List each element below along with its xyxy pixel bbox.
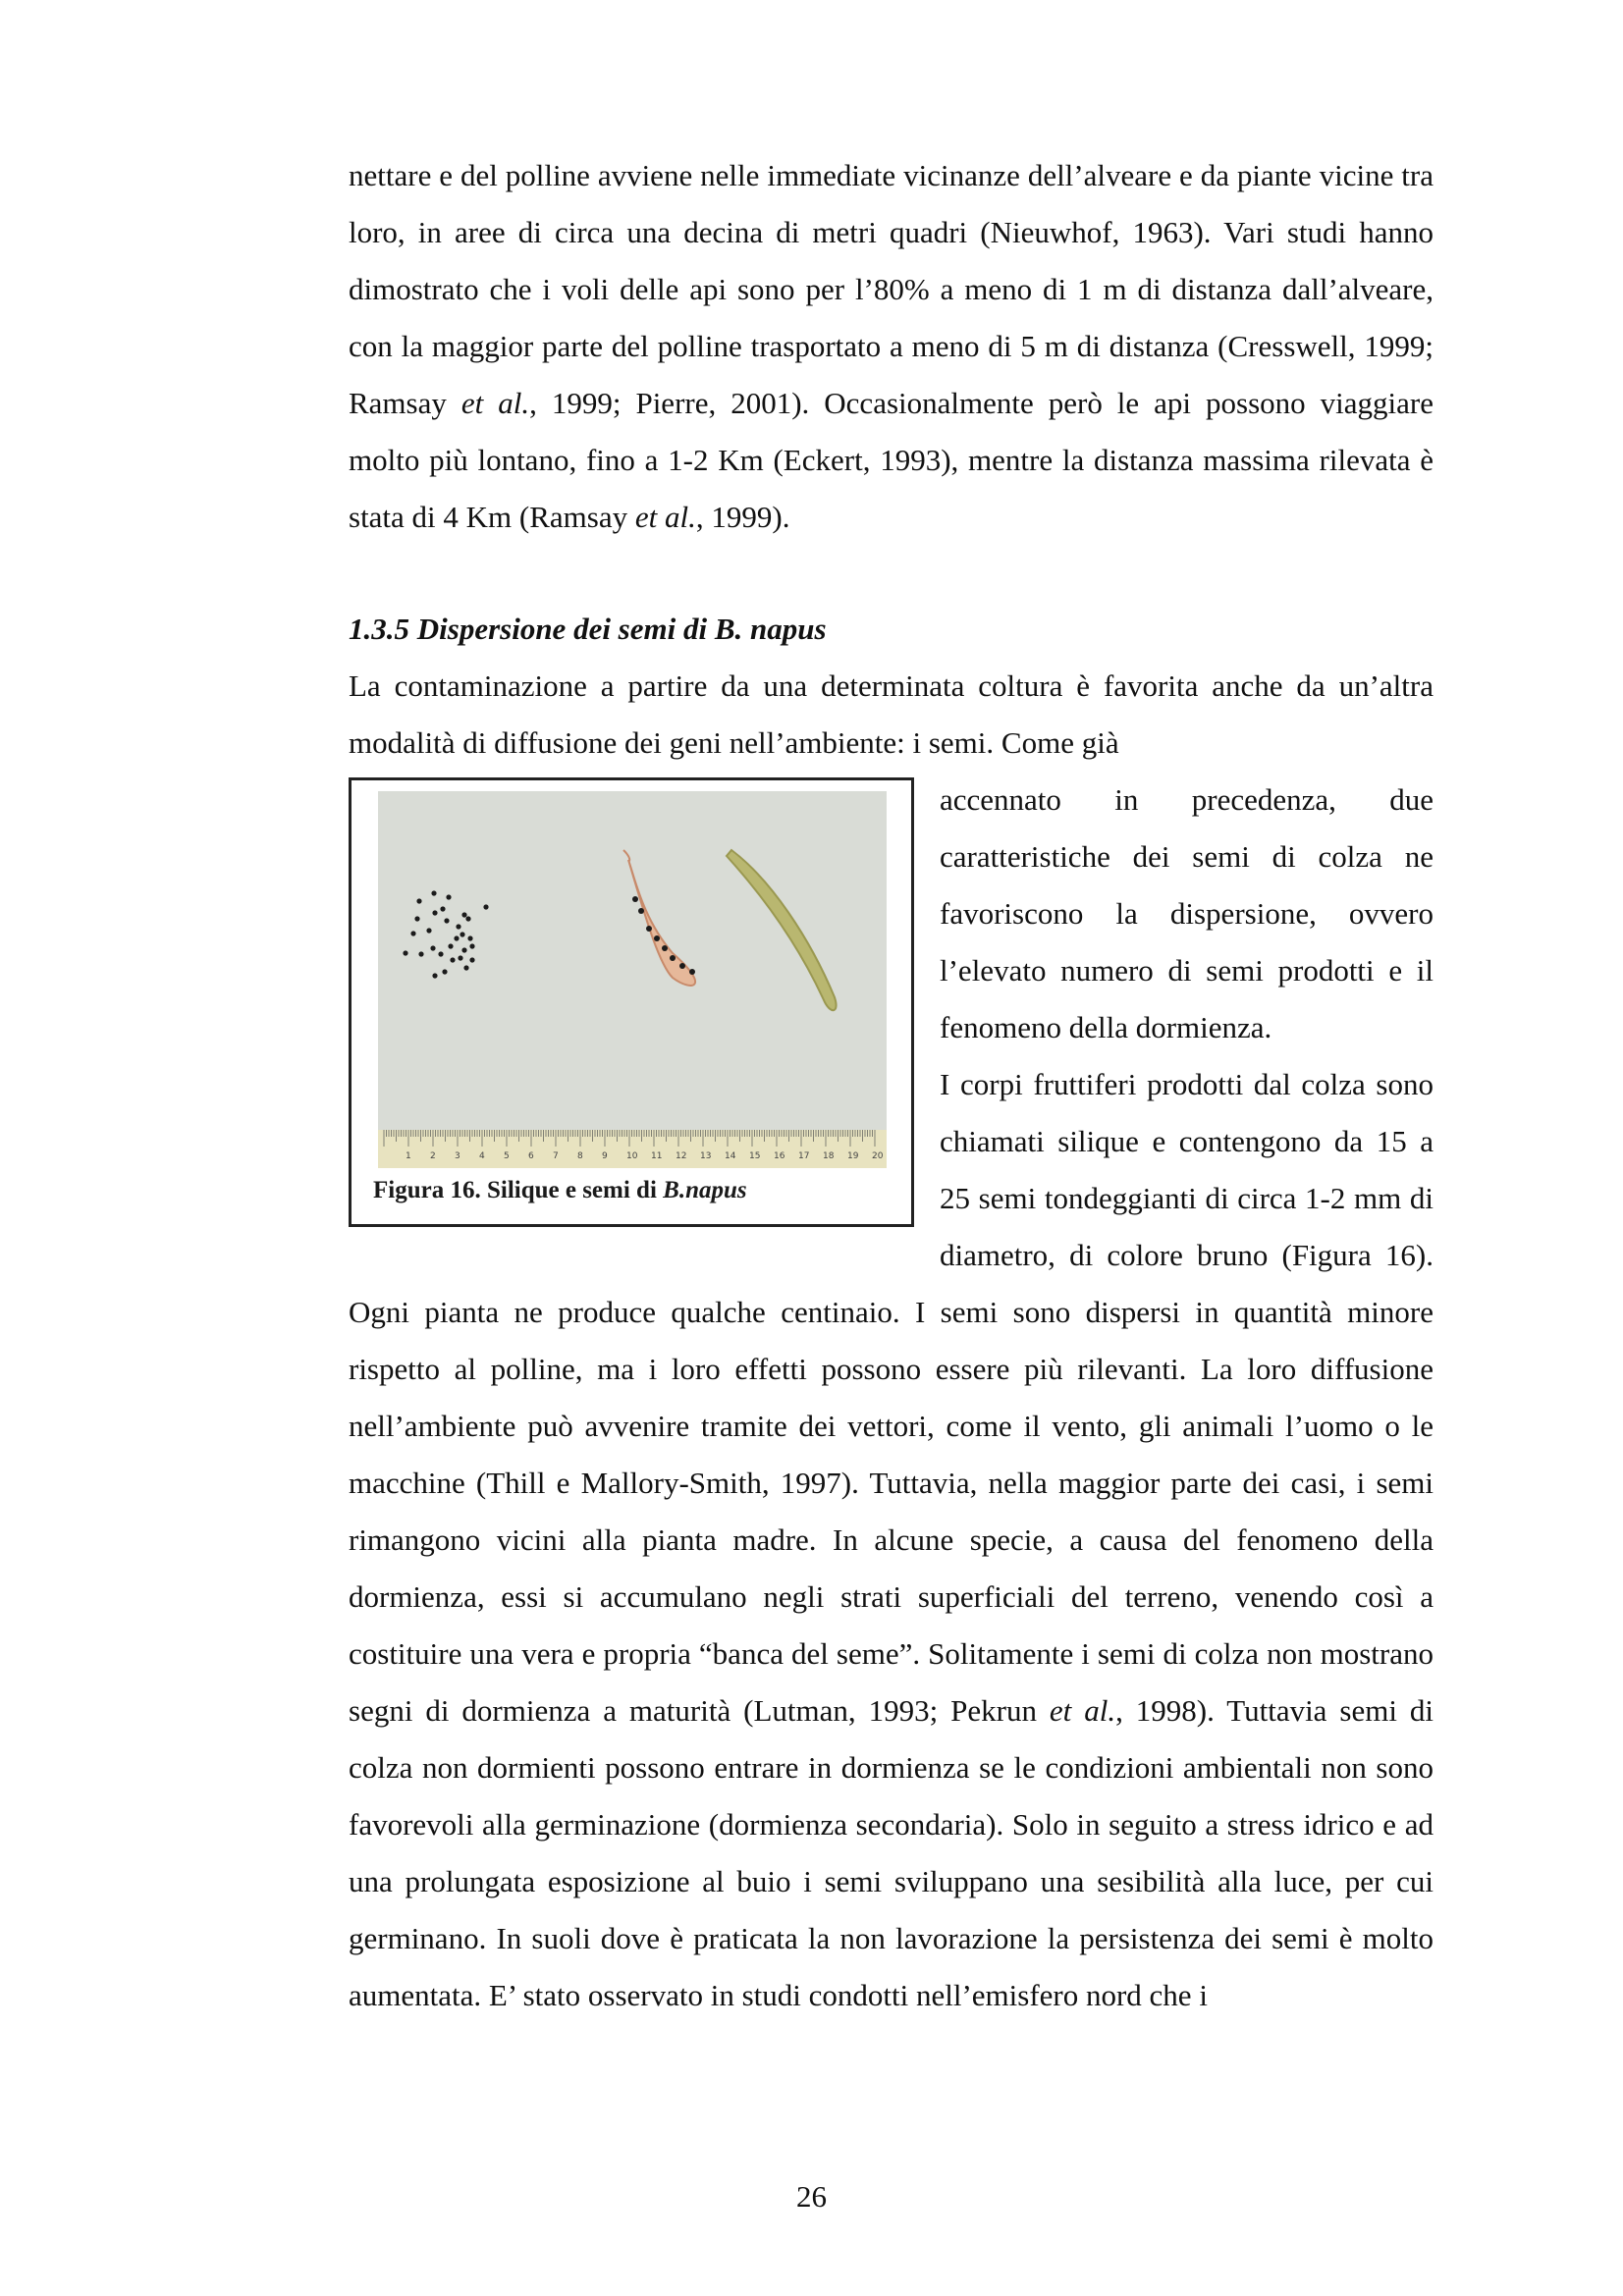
intro-line-a: La contaminazione a partire da una determinata coltura è favorita anche da un’altra modalità di diffusione dei geni nell’ambiente: i semi. Come già — [349, 668, 1434, 760]
pod-seed — [632, 896, 638, 902]
seed-dot — [414, 916, 419, 921]
citation-italic: et al. — [634, 500, 696, 534]
ruler-label: 5 — [504, 1151, 510, 1161]
ruler — [378, 1130, 887, 1168]
ruler-label: 3 — [455, 1151, 460, 1161]
silique-seeds-photo — [378, 791, 887, 1168]
text-run: , 1998). Tuttavia semi di colza non dormienti possono entrare in dormienza se le condizioni ambientali non sono favorevoli alla germinazione (dormienza secondaria). Solo in seguito a stress idrico e ad una prolungata esposizione al buio i semi sviluppano una sesibilità alla luce, per cui germinano. In suoli dove è praticata la non lavorazione la persistenza dei semi è molto aumentata. E’ stato osservato in studi condotti nell’emisfero nord che i — [349, 1693, 1434, 2012]
ruler-label: 6 — [528, 1151, 534, 1161]
seed-dot — [418, 951, 423, 956]
ruler-label: 16 — [774, 1151, 785, 1161]
text-run: , 1999; Pierre, 2001). Occasionalmente però le api possono viaggiare molto più lontano, fino a 1-2 Km (Eckert, 1993), mentre la distanza massima rilevata è stata di 4 Km (Ramsay — [349, 386, 1434, 534]
seed-dot — [465, 916, 470, 921]
pod-seed — [654, 935, 660, 941]
seed-dot — [444, 918, 449, 923]
seed-dot — [426, 928, 431, 933]
seed-dot — [456, 924, 460, 929]
pod-seed — [638, 908, 644, 914]
seed-dot — [432, 973, 437, 978]
seed-dot — [450, 957, 455, 962]
ruler-label: 19 — [847, 1151, 859, 1161]
seed-dot — [430, 945, 435, 950]
ruler-label: 13 — [700, 1151, 712, 1161]
pod-seed — [679, 963, 685, 969]
seed-dot — [446, 894, 451, 899]
text-run: nettare e del polline avviene nelle immediate vicinanze dell’alveare e da piante vicine tra loro, in aree di circa una decina di metri quadri (Nieuwhof, 1963). Vari studi hanno dimostrato che i voli delle api sono per l’80% a meno di 1 m di distanza dall’alveare, con la maggior parte del polline trasportato a meno di 5 m di distanza (Cresswell, 1999; Ramsay — [349, 158, 1434, 420]
ruler-ticks — [384, 1130, 875, 1147]
seed-dot — [431, 890, 436, 895]
ruler-label: 18 — [823, 1151, 835, 1161]
seed-dot — [438, 951, 443, 956]
seed-dot — [458, 955, 462, 960]
pod-seed — [646, 926, 652, 932]
pod-seed — [689, 969, 695, 975]
paragraph-pollen-distance — [349, 147, 1434, 546]
ruler-label: 17 — [798, 1151, 810, 1161]
seed-dot — [442, 969, 447, 974]
seed-dot — [467, 935, 472, 940]
ruler-label: 12 — [676, 1151, 687, 1161]
caption-text: Figura 16. Silique e semi di — [373, 1177, 664, 1203]
intro-line-b: accennato in precedenza, due caratteristiche dei semi di colza ne favoriscono la dispersione, ovvero l’elevato numero di semi prodotti e il fenomeno della dormienza. — [940, 782, 1434, 1044]
seed-dot — [440, 906, 445, 911]
seed-dot — [460, 932, 464, 936]
seed-dot — [403, 950, 407, 955]
seed-dot — [461, 912, 466, 917]
seed-dot — [463, 965, 468, 970]
ruler-label: 2 — [430, 1151, 436, 1161]
ruler-label: 7 — [553, 1151, 559, 1161]
text-run: I corpi fruttiferi prodotti dal colza sono chiamati silique e contengono da 15 a 25 semi tondeggianti di circa 1-2 mm di diametro, di colore bruno (Figura 16). Ogni pianta ne produce qualche centinaio. I semi sono dispersi in quantità minore rispetto al polline, ma i loro effetti possono essere più rilevanti. La loro diffusione nell’ambiente può avvenire tramite dei vettori, come il vento, gli animali l’uomo o le macchine (Thill e Mallory-Smith, 1997). Tuttavia, nella maggior parte dei casi, i semi rimangono vicini alla pianta madre. In alcune specie, a causa del fenomeno della dormienza, essi si accumulano negli strati superficiali del terreno, venendo così a costituire una vera e propria “banca del seme”. Solitamente i semi di colza non mostrano segni di dormienza a maturità (Lutman, 1993; Pekrun — [349, 1067, 1434, 1728]
seed-dot — [461, 947, 466, 952]
text-run: , 1999). — [695, 500, 790, 534]
ruler-label: 11 — [651, 1151, 663, 1161]
ruler-label: 15 — [749, 1151, 761, 1161]
figure-photo — [378, 791, 887, 1168]
seed-dot — [416, 898, 421, 903]
ruler-label: 4 — [479, 1151, 485, 1161]
seed-dot — [448, 943, 453, 948]
citation-italic: et al. — [460, 386, 530, 420]
page-number: 26 — [796, 2179, 827, 2214]
seed-dot — [410, 931, 415, 935]
seed-dot — [469, 957, 474, 962]
section-heading: 1.3.5 Dispersione dei semi di B. napus — [349, 612, 827, 646]
ruler-label: 9 — [602, 1151, 608, 1161]
figure-caption — [373, 1177, 747, 1204]
ruler-label: 14 — [725, 1151, 736, 1161]
pod-seed — [670, 955, 676, 961]
seed-dot — [454, 935, 459, 940]
caption-species: B.napus — [663, 1177, 747, 1203]
citation-italic: et al. — [1049, 1693, 1116, 1728]
section-body — [349, 658, 1434, 2024]
seed-dot — [469, 943, 474, 948]
seed-dot — [432, 910, 437, 915]
page-content — [349, 147, 1434, 2024]
ruler-label: 8 — [577, 1151, 583, 1161]
paragraph-intro-part1 — [349, 658, 1434, 772]
ruler-label: 10 — [626, 1151, 638, 1161]
ruler-label: 1 — [406, 1151, 411, 1161]
figure-16 — [349, 777, 914, 1227]
ruler-label: 20 — [872, 1151, 884, 1161]
pod-seed — [662, 945, 668, 951]
seed-dot — [483, 904, 488, 909]
